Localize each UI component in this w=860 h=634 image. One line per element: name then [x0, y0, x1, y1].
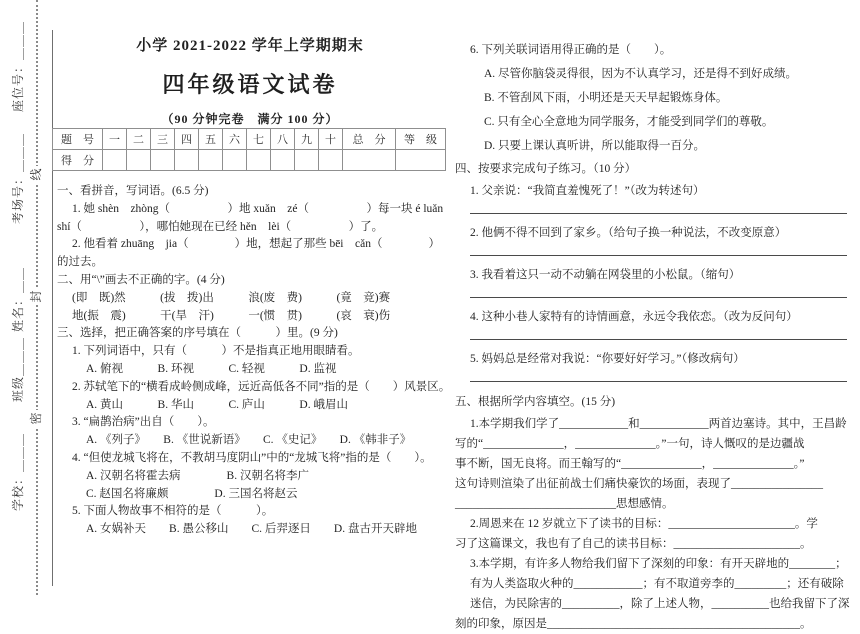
score-cell: [151, 150, 175, 171]
fill-blank-line: 这句诗则渲染了出征前战士们痛快豪饮的场面，表现了________________: [455, 478, 823, 490]
question-line: 地(振 震) 干(旱 汗) 一(惯 贯) (哀 衰)伤: [72, 309, 391, 322]
fill-blank-line: 习了这篇课文，我也有了自己的读书目标：______________________。: [455, 538, 812, 550]
score-cell: [103, 150, 127, 171]
answer-line: [470, 255, 847, 256]
fill-blank-line: ____________________________思想感情。: [455, 498, 674, 510]
option-line: A. 俯视 B. 环视 C. 轻视 D. 监视: [86, 362, 337, 375]
score-cell: [396, 150, 446, 171]
question-line: 1. 父亲说：“我简直羞愧死了！”（改为转述句）: [470, 185, 705, 197]
school-field: 学校：＿＿＿: [11, 432, 25, 511]
score-table-cell: 七: [247, 129, 271, 150]
answer-line: [470, 381, 847, 382]
answer-line: [470, 297, 847, 298]
question-line: 5. 下面人物故事不相符的是（ ）。: [72, 505, 274, 518]
student-name-field: 姓名：＿＿: [11, 266, 25, 332]
score-table-cell: 六: [223, 129, 247, 150]
section-heading-2: 二、用“\”画去不正确的字。(4 分): [57, 273, 225, 286]
option-line: A. 尽管你脑袋灵得很，因为不认真学习，还是得不到好成绩。: [484, 68, 798, 80]
score-table-header-row: [53, 129, 446, 150]
score-table-cell: 一: [103, 129, 127, 150]
score-cell: [127, 150, 151, 171]
seal-char-line: 线: [28, 166, 45, 183]
score-table-cell: 五: [199, 129, 223, 150]
option-line: A. 汉朝名将霍去病 B. 汉朝名将李广: [86, 469, 309, 482]
question-line: 6. 下列关联词语用得正确的是（ ）。: [470, 44, 672, 56]
score-table-cell: 总 分: [343, 129, 396, 150]
seal-margin-area: [0, 0, 52, 595]
seal-boundary-line: [52, 30, 53, 586]
score-cell: [343, 150, 396, 171]
score-table-cell: 九: [295, 129, 319, 150]
score-table-cell: 三: [151, 129, 175, 150]
question-column-right: [455, 38, 851, 634]
question-column-left: [57, 183, 449, 539]
score-table-cell: 十: [319, 129, 343, 150]
term-title: 小学 2021-2022 学年上学期期末: [136, 38, 364, 54]
option-line: C. 赵国名将廉颇 D. 三国名将赵云: [86, 487, 298, 500]
time-and-score: （90 分钟完卷 满分 100 分）: [161, 112, 339, 126]
score-cell: [175, 150, 199, 171]
score-cell: [295, 150, 319, 171]
fill-blank-line: 事不断，国无良将。而王翰写的“______________，______________。”: [455, 458, 805, 470]
question-line: shí（ ），哪怕她现在已经 hěn lèi（ ）了。: [57, 220, 384, 233]
question-line: 2. 他看着 zhuāng jia（ ）地，想起了那些 bēi cǎn（ ）: [72, 238, 440, 251]
paper-header: [54, 34, 446, 127]
question-line: 4. 这种小巷人家特有的诗情画意，永远令我依恋。（改为反问句）: [470, 311, 798, 323]
exam-room-field: 考场号：＿＿＿: [11, 132, 25, 224]
score-cell: [223, 150, 247, 171]
option-line: A. 《列子》 B. 《世说新语》 C. 《史记》 D. 《韩非子》: [86, 434, 412, 447]
question-line: 4. “但使龙城飞将在，不教胡马度阴山”中的“龙城飞将”指的是（ ）。: [72, 451, 432, 464]
question-line: 2. 他俩不得不回到了家乡。（给句子换一种说法，不改变原意）: [470, 227, 787, 239]
option-line: D. 只要上课认真听讲，所以能取得一百分。: [484, 140, 706, 152]
question-line: 1. 下列词语中，只有（ ）不是指真正地用眼睛看。: [72, 345, 360, 358]
question-line: 3. “扁鹊治病”出自（ ）。: [72, 416, 215, 429]
score-cell: [319, 150, 343, 171]
answer-line: [470, 213, 847, 214]
score-table-cell: 八: [271, 129, 295, 150]
class-field: 班级＿＿＿: [11, 336, 25, 402]
score-cell: [199, 150, 223, 171]
option-line: B. 不管刮风下雨，小明还是天天早起锻炼身体。: [484, 92, 728, 104]
option-line: A. 女娲补天 B. 愚公移山 C. 后羿逐日 D. 盘古开天辟地: [86, 523, 417, 536]
section-heading-4: 四、按要求完成句子练习。（10 分）: [455, 163, 637, 175]
question-line: 1. 她 shèn zhòng（ ）地 xuǎn zé（ ）每一块 é luǎn: [72, 202, 444, 215]
score-table-cell: 二: [127, 129, 151, 150]
score-table-score-row: [53, 150, 446, 171]
question-line: 的过去。: [57, 256, 103, 269]
answer-line: [470, 339, 847, 340]
fill-blank-line: 有为人类盗取火种的____________；有不取道旁李的_________；还有破除: [470, 578, 844, 590]
score-cell: [247, 150, 271, 171]
option-line: C. 只有全心全意地为同学服务，才能受到同学们的尊敬。: [484, 116, 774, 128]
score-table-cell: 等 级: [396, 129, 446, 150]
score-row-label: 得 分: [53, 150, 103, 171]
seal-char-mi: 密: [28, 410, 45, 427]
score-table-cell: 题 号: [53, 129, 103, 150]
score-table: [52, 128, 446, 171]
fill-blank-line: 刻的印象，原因是____________________________________________。: [455, 618, 812, 630]
paper-title: 四年级语文试卷: [162, 72, 338, 97]
question-line: 3. 我看着这只一动不动躺在网袋里的小松鼠。（缩句）: [470, 269, 741, 281]
question-line: 2. 苏轼笔下的“横看成岭侧成峰，远近高低各不同”指的是（ ）风景区。: [72, 380, 451, 393]
section-heading-3: 三、选择，把正确答案的序号填在（ ）里。(9 分): [57, 327, 338, 340]
section-heading-5: 五、根据所学内容填空。(15 分): [455, 396, 616, 408]
fill-blank-line: 1.本学期我们学了____________和____________两首边塞诗。其中，王昌龄: [470, 418, 847, 430]
score-table-cell: 四: [175, 129, 199, 150]
question-line: (即 既)然 (拔 拨)出 浪(废 费) (竟 竞)赛: [72, 291, 391, 304]
fill-blank-line: 迷信，为民除害的__________，除了上述人物，__________也给我留下了深: [470, 598, 850, 610]
score-cell: [271, 150, 295, 171]
option-line: A. 黄山 B. 华山 C. 庐山 D. 峨眉山: [86, 398, 348, 411]
seat-number-field: 座位号：＿＿＿: [11, 20, 25, 112]
fill-blank-line: 2.周恩来在 12 岁就立下了读书的目标：______________________。学: [470, 518, 818, 530]
fill-blank-line: 3.本学期，有许多人物给我们留下了深刻的印象：有开天辟地的________；: [470, 558, 847, 570]
seal-char-feng: 封: [28, 288, 45, 305]
question-line: 5. 妈妈总是经常对我说：“你要好好学习。”（修改病句）: [470, 353, 745, 365]
section-heading-1: 一、看拼音，写词语。(6.5 分): [57, 185, 209, 197]
fill-blank-line: 写的“______________，______________。”一句，诗人慨叹的是边疆战: [455, 438, 805, 450]
